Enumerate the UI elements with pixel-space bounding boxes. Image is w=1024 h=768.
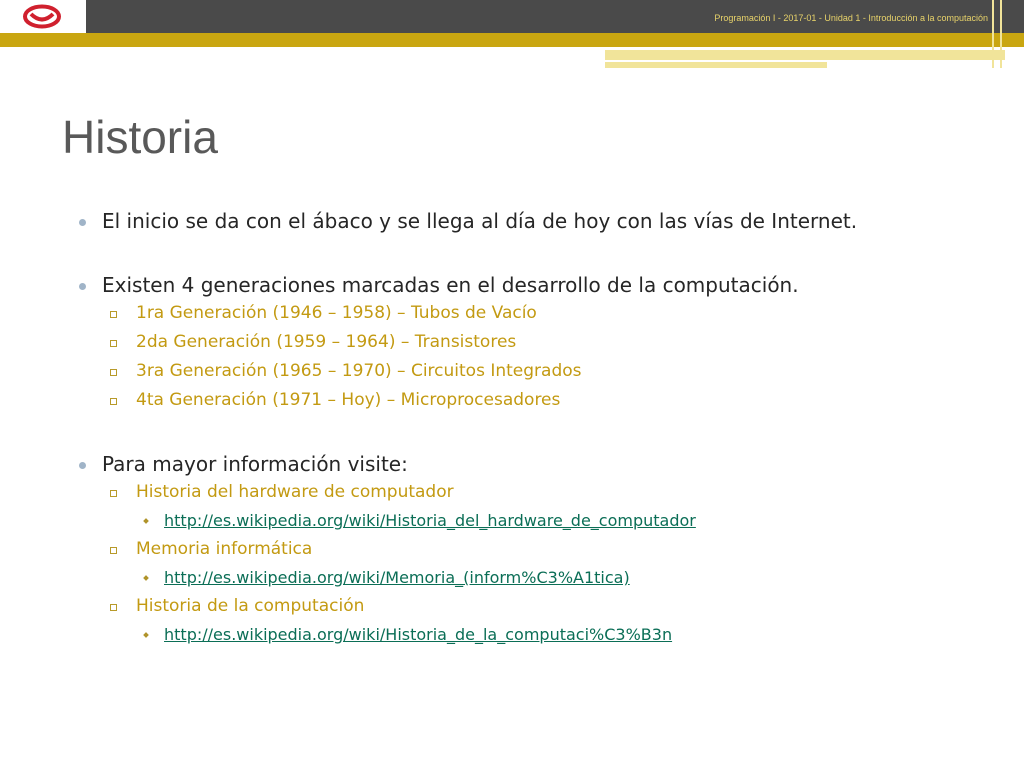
bullet-text: El inicio se da con el ábaco y se llega al día de hoy con las vías de Internet.	[102, 209, 858, 233]
sub-bullet-text: Memoria informática	[136, 539, 313, 559]
sub-bullet-text: 4ta Generación (1971 – Hoy) – Microprocesadores	[136, 390, 561, 410]
link-bullet-icon	[143, 518, 149, 524]
sub-bullet-text: 1ra Generación (1946 – 1958) – Tubos de Vacío	[136, 303, 537, 323]
link-item	[164, 511, 696, 530]
sub-bullet-icon	[110, 311, 117, 318]
sub-bullet-text: 2da Generación (1959 – 1964) – Transistores	[136, 332, 517, 352]
link-bullet-icon	[143, 632, 149, 638]
slide-title: Historia	[62, 111, 218, 163]
decorative-line	[1000, 0, 1002, 68]
bullet-icon	[79, 462, 86, 469]
light-band-short	[605, 62, 827, 68]
link-item	[164, 625, 672, 644]
sub-bullet-icon	[110, 547, 117, 554]
sub-bullet-icon	[110, 604, 117, 611]
university-logo-icon	[22, 3, 62, 30]
sub-bullet-icon	[110, 398, 117, 405]
sub-bullet-icon	[110, 369, 117, 376]
decorative-line	[992, 0, 994, 68]
sub-bullet-text: Historia del hardware de computador	[136, 482, 454, 502]
bullet-icon	[79, 283, 86, 290]
logo-box	[0, 0, 86, 33]
course-header-text: Programación I - 2017-01 - Unidad 1 - Introducción a la computación	[714, 13, 988, 23]
link-bullet-icon	[143, 575, 149, 581]
sub-bullet-text: Historia de la computación	[136, 596, 365, 616]
gold-band	[0, 33, 1024, 47]
bullet-text: Existen 4 generaciones marcadas en el desarrollo de la computación.	[102, 273, 799, 297]
sub-bullet-text: 3ra Generación (1965 – 1970) – Circuitos Integrados	[136, 361, 582, 381]
bullet-text: Para mayor información visite:	[102, 452, 408, 476]
sub-bullet-icon	[110, 490, 117, 497]
sub-bullet-icon	[110, 340, 117, 347]
computing-history-link[interactable]: http://es.wikipedia.org/wiki/Historia_de_la_computaci%C3%B3n	[164, 625, 673, 644]
link-item	[164, 568, 630, 587]
bullet-icon	[79, 219, 86, 226]
memory-link[interactable]: http://es.wikipedia.org/wiki/Memoria_(inform%C3%A1tica)	[164, 568, 630, 587]
hardware-history-link[interactable]: http://es.wikipedia.org/wiki/Historia_del_hardware_de_computador	[164, 511, 696, 530]
light-band	[605, 50, 1005, 60]
